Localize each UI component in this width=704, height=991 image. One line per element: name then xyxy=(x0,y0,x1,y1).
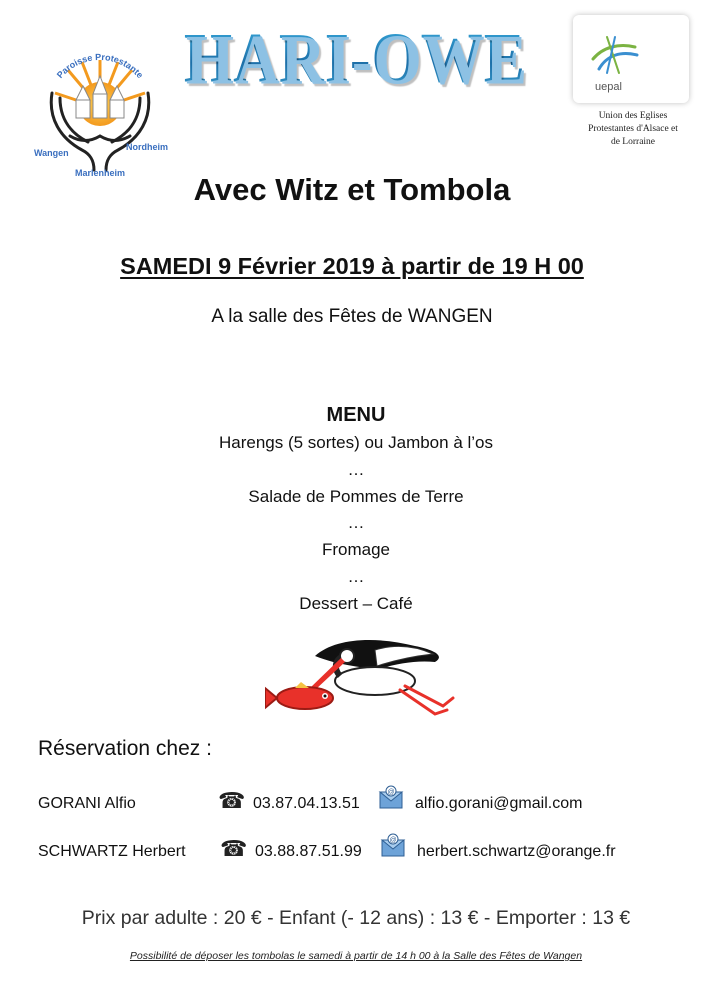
telephone-icon: ☎ xyxy=(220,836,248,861)
union-caption xyxy=(568,110,698,149)
contact-name: SCHWARTZ Herbert xyxy=(38,843,186,860)
svg-text:@: @ xyxy=(387,789,395,796)
contact-email[interactable]: herbert.schwartz@orange.fr xyxy=(417,843,616,860)
menu-item: Harengs (5 sortes) ou Jambon à l’os xyxy=(218,433,494,452)
parish-logo xyxy=(30,38,170,188)
svg-text:@: @ xyxy=(389,837,397,844)
contact-name: GORANI Alfio xyxy=(38,795,136,812)
telephone-icon: ☎ xyxy=(218,788,246,813)
price-info: Prix par adulte : 20 € - Enfant (- 12 ans) : 13 € - Emporter : 13 € xyxy=(81,907,631,929)
menu-separator: … xyxy=(347,513,365,532)
uepal-label: uepal xyxy=(595,81,622,93)
menu-item: Fromage xyxy=(321,540,391,559)
page-title: HARI-OWE xyxy=(170,18,540,100)
logo-text-bottom: Marlenheim xyxy=(74,168,126,178)
logo-text-right: Nordheim xyxy=(126,142,169,152)
uepal-logo-icon xyxy=(585,29,645,79)
stork-illustration xyxy=(265,636,455,726)
menu-item: Dessert – Café xyxy=(299,594,413,613)
event-subtitle: Avec Witz et Tombola xyxy=(193,172,511,207)
menu-separator: … xyxy=(347,567,365,586)
email-icon xyxy=(380,832,406,858)
logo-text-top: Paroisse Protestante xyxy=(54,51,146,81)
parish-hands-logo-icon xyxy=(30,38,170,188)
uepal-logo xyxy=(573,15,693,105)
logo-text-left: Wangen xyxy=(34,148,69,158)
union-caption-line: Union des Eglises xyxy=(598,111,668,121)
tombola-note: Possibilité de déposer les tombolas le samedi à partir de 14 h 00 à la Salle des Fêtes de Wangen xyxy=(129,950,583,962)
reservation-heading: Réservation chez : xyxy=(38,737,212,760)
menu-item: Salade de Pommes de Terre xyxy=(248,487,464,506)
event-venue: A la salle des Fêtes de WANGEN xyxy=(211,306,493,327)
email-icon xyxy=(378,784,404,810)
contact-phone: 03.88.87.51.99 xyxy=(255,843,362,860)
contact-email[interactable]: alfio.gorani@gmail.com xyxy=(415,795,583,812)
event-date: SAMEDI 9 Février 2019 à partir de 19 H 00 xyxy=(120,253,584,279)
union-caption-line: Protestantes d'Alsace et xyxy=(588,124,678,134)
contact-phone: 03.87.04.13.51 xyxy=(253,795,360,812)
menu-title: MENU xyxy=(326,404,386,426)
menu-separator: … xyxy=(347,460,365,479)
stork-with-fish-icon xyxy=(265,636,455,726)
union-caption-line: de Lorraine xyxy=(610,137,656,147)
